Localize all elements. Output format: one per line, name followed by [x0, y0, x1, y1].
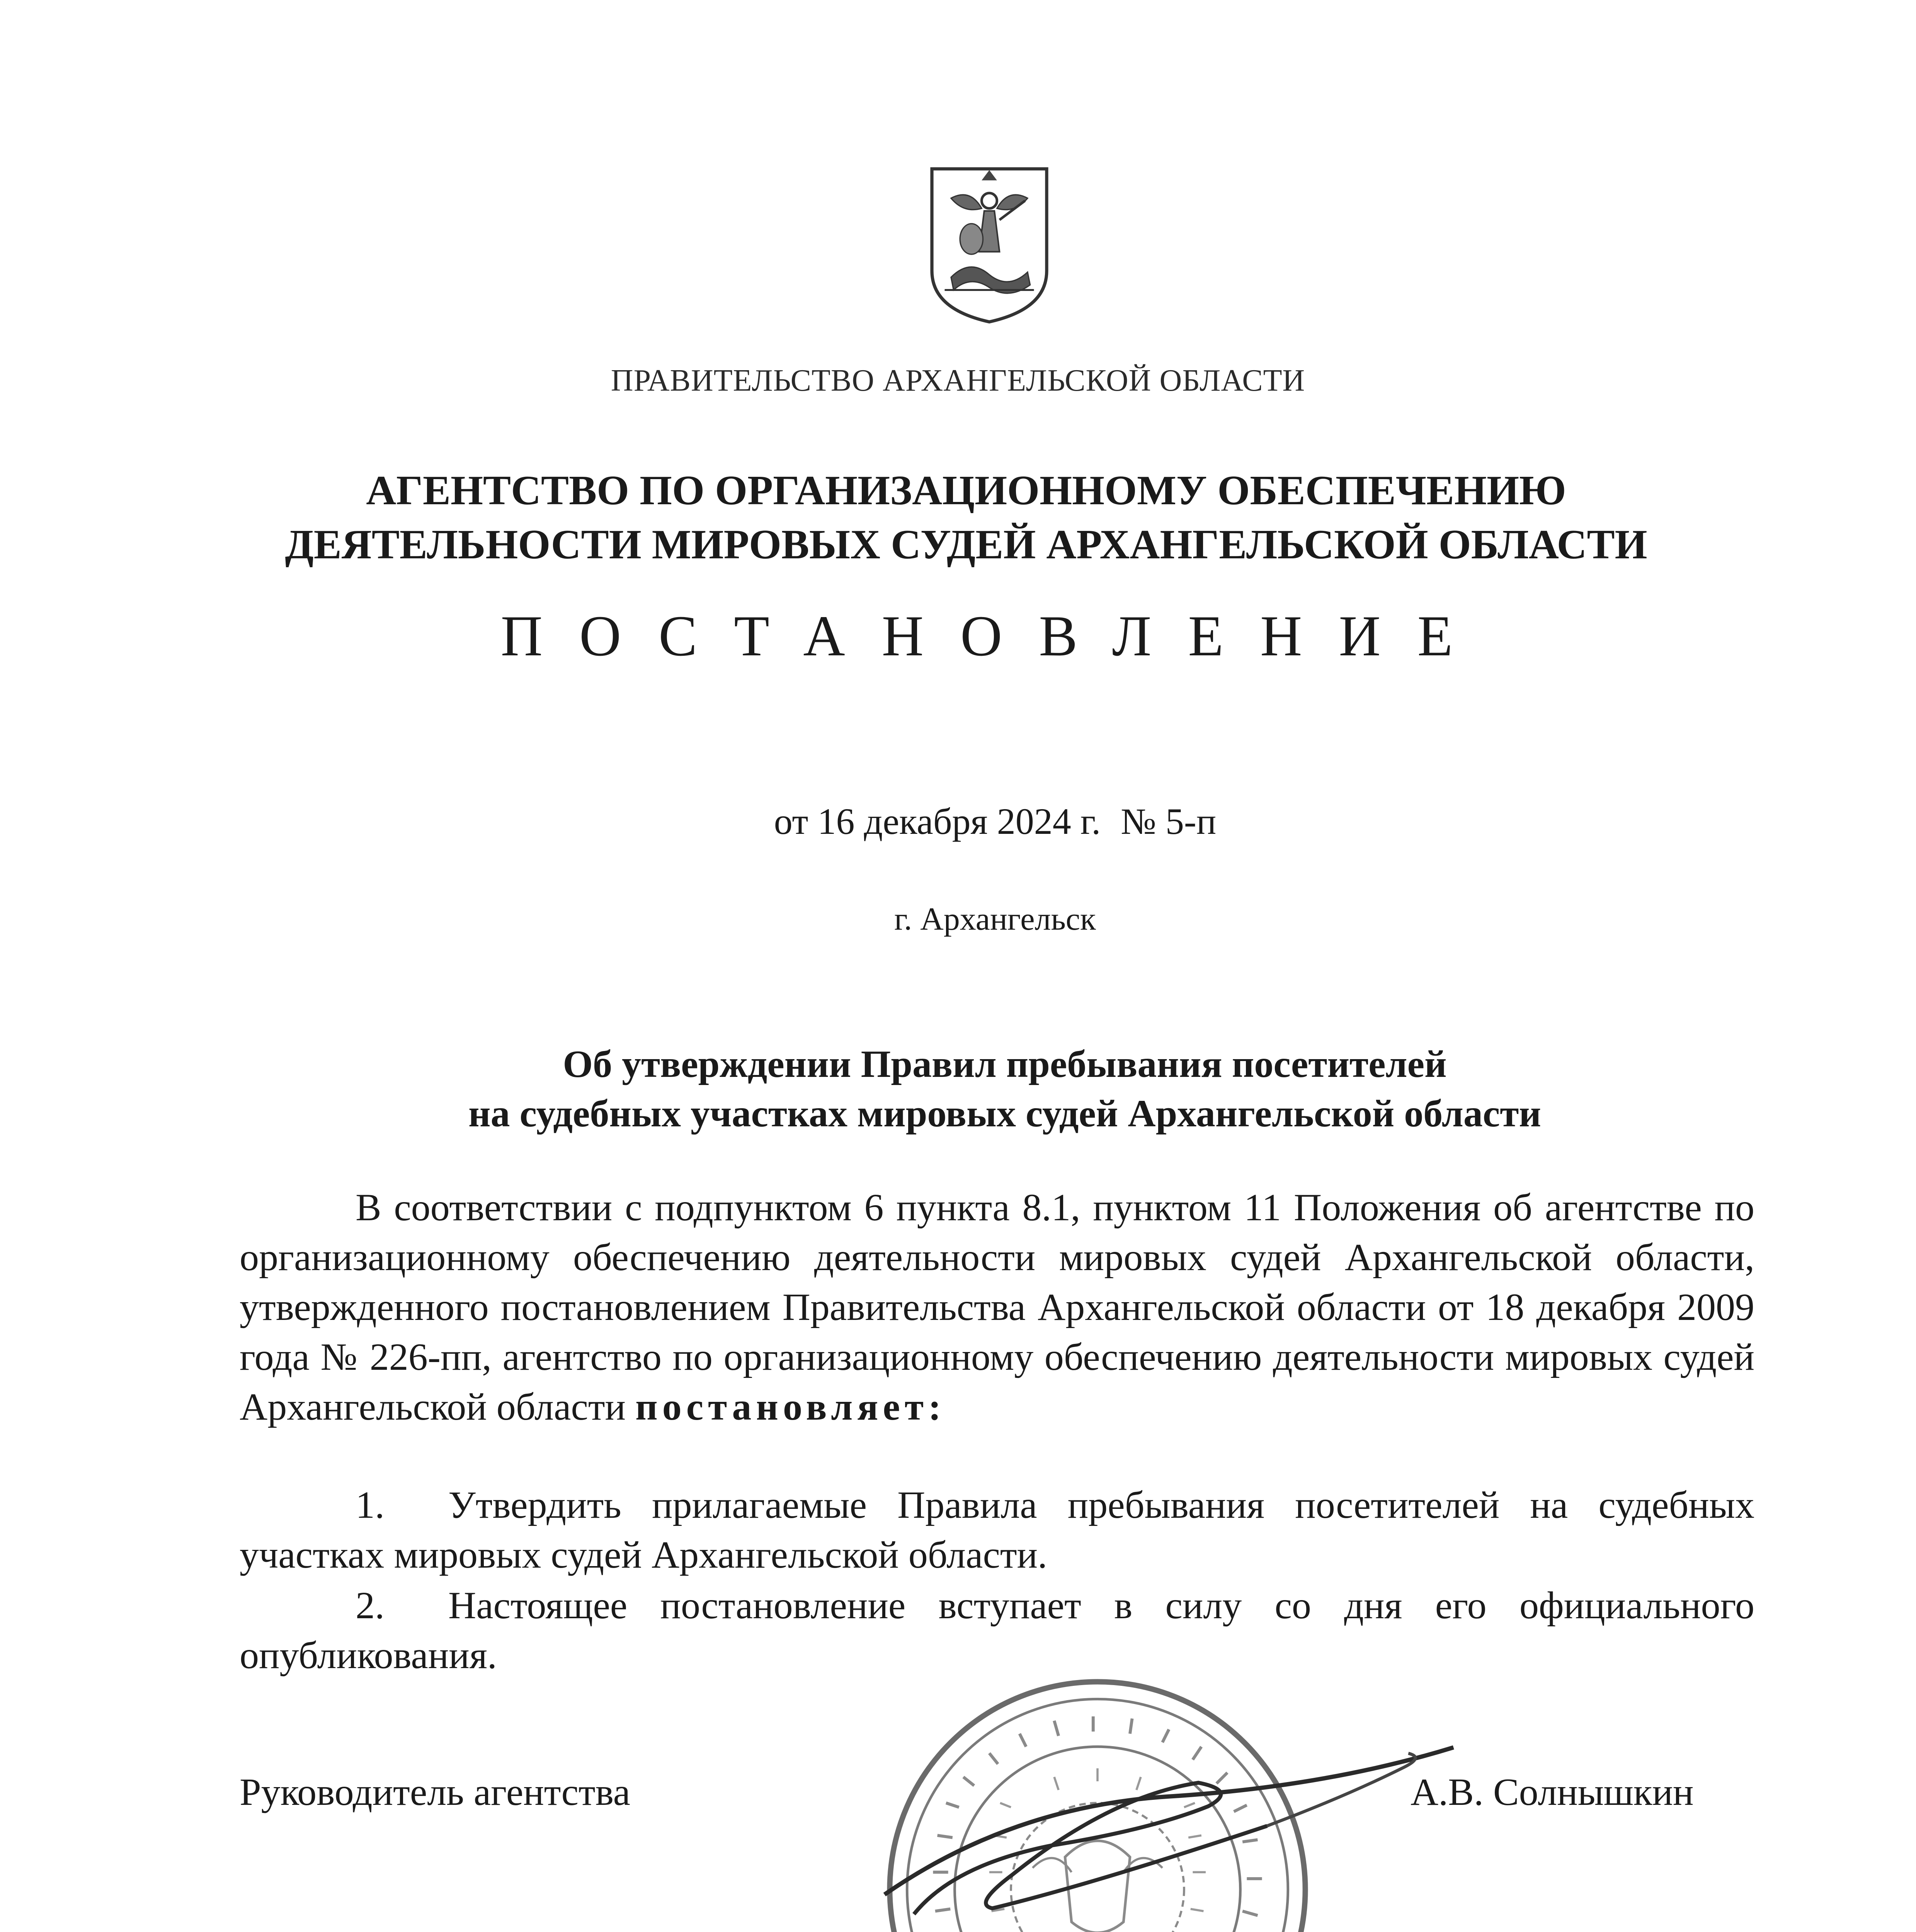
- city-name: г. Архангельск: [894, 901, 1096, 937]
- document-type-title: ПОСТАНОВЛЕНИЕ: [500, 604, 1490, 668]
- subject-line1: Об утверждении Правил пребывания посетителей: [563, 1043, 1447, 1085]
- subject-line2: на судебных участках мировых судей Архангельской области: [468, 1092, 1541, 1135]
- document-subject: [232, 1039, 1778, 1138]
- agency-name-line1: АГЕНТСТВО ПО ОРГАНИЗАЦИОННОМУ ОБЕСПЕЧЕНИЮ: [366, 468, 1566, 514]
- item-text: Настоящее постановление вступает в силу со дня его официального опубликования.: [240, 1584, 1754, 1677]
- resolves-keyword: постановляет:: [635, 1385, 946, 1428]
- document-date: от 16 декабря 2024 г.: [774, 801, 1101, 842]
- list-item: [240, 1580, 1754, 1680]
- preamble-paragraph: [240, 1182, 1754, 1432]
- item-number: 1.: [356, 1483, 385, 1526]
- document-number: № 5-п: [1121, 801, 1217, 842]
- signatory-name: А.В. Солнышкин: [1411, 1770, 1694, 1813]
- item-text: Утвердить прилагаемые Правила пребывания посетителей на судебных участках мировых судей Архангельской области.: [240, 1483, 1754, 1576]
- date-number-line: [0, 800, 1916, 843]
- agency-name-line2: ДЕЯТЕЛЬНОСТИ МИРОВЫХ СУДЕЙ АРХАНГЕЛЬСКОЙ ОБЛАСТИ: [285, 522, 1647, 568]
- list-item: [240, 1480, 1754, 1580]
- government-name: ПРАВИТЕЛЬСТВО АРХАНГЕЛЬСКОЙ ОБЛАСТИ: [611, 364, 1305, 398]
- preamble-text: В соответствии с подпунктом 6 пункта 8.1, пунктом 11 Положения об агентстве по организационному обеспечению деятельности мировых судей Архангельской области, утвержденного постановлением Правительства Архангельской области от 18 декабря 2009 года № 226-пп, агентство по организационному обеспечению деятельности мировых судей Архангельской области: [240, 1186, 1754, 1428]
- signatory-position: Руководитель агентства: [240, 1770, 631, 1813]
- agency-name: [193, 464, 1739, 572]
- arkhangelsk-coat-of-arms-icon: [926, 162, 1053, 328]
- item-number: 2.: [356, 1584, 385, 1627]
- handwritten-signature-icon: [870, 1689, 1468, 1932]
